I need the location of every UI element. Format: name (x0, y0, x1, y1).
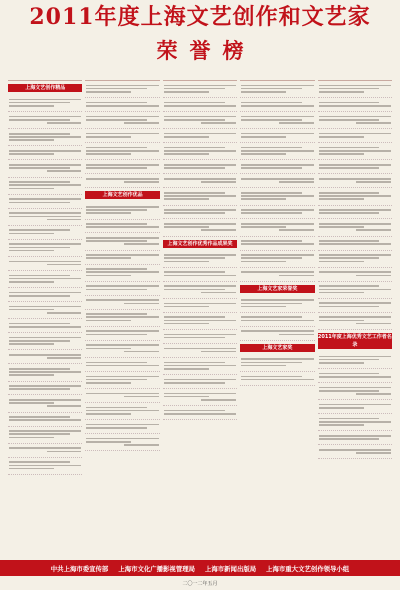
section-banner: 上海文艺家奖 (240, 344, 314, 352)
column-4 (240, 80, 314, 556)
list-item (163, 98, 237, 112)
list-item (85, 372, 159, 389)
page-subtitle: 荣誉榜 (156, 38, 256, 63)
list-item (85, 420, 159, 434)
organizer-name: 上海市重大文艺创作领导小组 (266, 564, 350, 573)
list-item (163, 112, 237, 129)
list-item (318, 143, 392, 160)
list-item (163, 375, 237, 389)
list-item (240, 206, 314, 220)
list-item (8, 129, 82, 146)
section-banner: 上海文艺创作精品 (8, 84, 82, 92)
list-item (163, 188, 237, 205)
list-item (8, 319, 82, 333)
honor-list-grid (8, 80, 392, 556)
list-item (85, 310, 159, 327)
list-item (85, 143, 159, 160)
list-item (163, 344, 237, 358)
publish-date: 二〇一二年五月 (182, 581, 218, 587)
list-item (240, 327, 314, 341)
list-item (163, 268, 237, 282)
list-item (163, 330, 237, 344)
page-title: 2011年度上海文艺创作和文艺家 (29, 4, 371, 30)
list-item (163, 174, 237, 188)
list-item (8, 288, 82, 302)
list-item (240, 98, 314, 112)
list-item (318, 98, 392, 112)
list-item (85, 282, 159, 296)
list-item (318, 112, 392, 129)
list-item (163, 313, 237, 330)
list-item (85, 81, 159, 98)
list-item (85, 160, 159, 174)
list-item (163, 251, 237, 268)
section-banner: 上海文艺创作优秀作品成果奖 (163, 240, 237, 248)
list-item (318, 237, 392, 251)
list-item (318, 282, 392, 299)
organizer-name: 中共上海市委宣传部 (50, 564, 109, 573)
list-item (240, 313, 314, 327)
list-item (8, 458, 82, 475)
section-banner: 2011年度上海优秀文艺工作者名录 (317, 334, 392, 348)
list-item (318, 299, 392, 313)
list-item (85, 434, 159, 451)
list-item (318, 445, 392, 459)
list-item (85, 341, 159, 358)
list-item (163, 206, 237, 220)
list-item (318, 268, 392, 282)
list-item (163, 389, 237, 406)
section-banner: 上海文艺家荣誉奖 (240, 285, 314, 293)
list-item (318, 400, 392, 414)
list-item (8, 195, 82, 209)
list-item (163, 81, 237, 98)
list-item (240, 219, 314, 236)
list-item (85, 98, 159, 112)
list-item (318, 81, 392, 98)
list-item (318, 369, 392, 383)
list-item (240, 355, 314, 372)
list-item (240, 143, 314, 160)
list-item (8, 427, 82, 444)
organizer-name: 上海市新闻出版局 (205, 564, 257, 573)
list-item (318, 219, 392, 236)
list-item (85, 202, 159, 219)
list-item (8, 350, 82, 364)
column-3 (163, 80, 237, 556)
list-item (318, 352, 392, 369)
list-item (240, 372, 314, 386)
list-item (85, 327, 159, 341)
list-item (8, 333, 82, 350)
list-item (8, 240, 82, 257)
list-item (240, 81, 314, 98)
list-item (85, 296, 159, 310)
list-item (240, 160, 314, 174)
list-item (163, 143, 237, 160)
list-item (318, 431, 392, 445)
list-item (85, 233, 159, 250)
list-item (8, 257, 82, 271)
list-item (240, 251, 314, 268)
list-item (8, 178, 82, 195)
list-item (8, 209, 82, 226)
list-item (85, 358, 159, 372)
list-item (8, 413, 82, 427)
column-5 (318, 80, 392, 556)
list-item (163, 129, 237, 143)
column-2 (85, 80, 159, 556)
list-item (318, 383, 392, 400)
list-item (8, 444, 82, 458)
list-item (240, 268, 314, 282)
list-item (85, 174, 159, 188)
list-item (8, 95, 82, 112)
list-item (318, 206, 392, 220)
list-item (240, 129, 314, 143)
list-item (318, 188, 392, 205)
list-item (163, 282, 237, 299)
list-item (85, 220, 159, 234)
list-item (318, 313, 392, 330)
list-item (85, 389, 159, 403)
list-item (8, 302, 82, 319)
list-item (85, 112, 159, 129)
list-item (240, 188, 314, 205)
list-item (8, 382, 82, 396)
list-item (8, 226, 82, 240)
list-item (85, 265, 159, 282)
list-item (85, 403, 159, 420)
list-item (318, 129, 392, 143)
column-1 (8, 80, 82, 556)
list-item (85, 129, 159, 143)
list-item (163, 406, 237, 420)
list-item (240, 112, 314, 129)
list-item (163, 219, 237, 236)
list-item (240, 296, 314, 313)
list-item (163, 358, 237, 375)
section-banner: 上海文艺创作优品 (85, 191, 159, 199)
list-item (8, 112, 82, 129)
organizer-name: 上海市文化广播影视管理局 (118, 564, 195, 573)
list-item (85, 251, 159, 265)
list-item (240, 174, 314, 188)
list-item (8, 146, 82, 160)
list-item (163, 299, 237, 313)
list-item (163, 160, 237, 174)
list-item (318, 251, 392, 268)
list-item (8, 271, 82, 288)
list-item (8, 395, 82, 412)
list-item (318, 174, 392, 188)
list-item (8, 160, 82, 177)
footer-organizers (0, 560, 400, 576)
list-item (8, 364, 82, 381)
list-item (318, 160, 392, 174)
list-item (318, 414, 392, 431)
list-item (240, 237, 314, 251)
